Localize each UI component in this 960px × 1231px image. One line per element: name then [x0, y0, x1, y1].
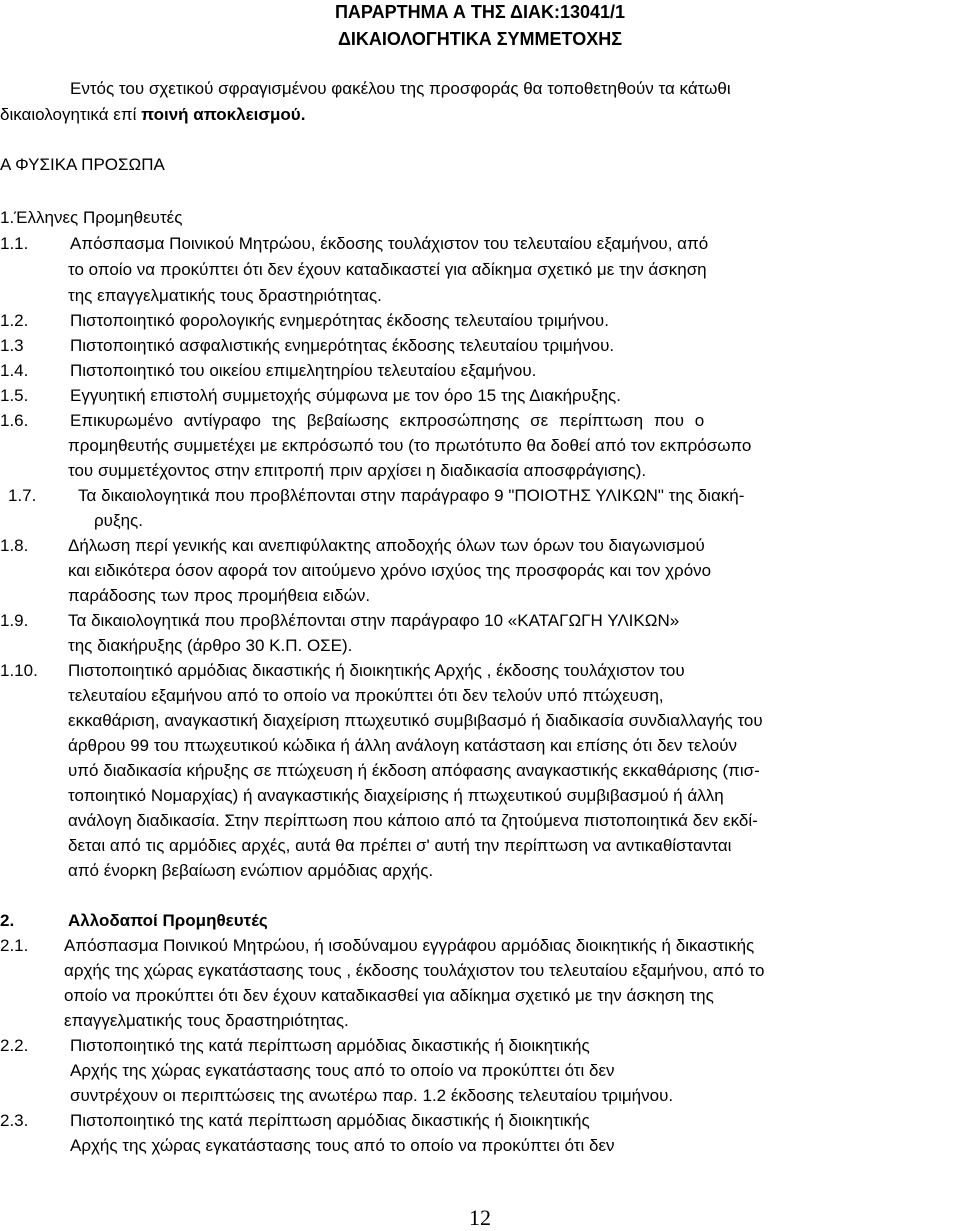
item-1-9-line: της διακήρυξης (άρθρο 30 Κ.Π. ΟΣΕ). — [68, 636, 353, 655]
item-2-3-line: Πιστοποιητικό της κατά περίπτωση αρμόδιας δικαστικής ή διοικητικής — [70, 1111, 590, 1130]
item-number: 1.4. — [0, 361, 29, 380]
item-1-8-line: και ειδικότερα όσον αφορά τον αιτούμενο χρόνο ισχύος της προσφοράς και τον χρόνο — [68, 561, 712, 580]
item-2-2-line: Πιστοποιητικό της κατά περίπτωση αρμόδιας δικαστικής ή διοικητικής — [70, 1036, 590, 1055]
page-number: 12 — [469, 1205, 491, 1230]
section-1-heading: 1.Έλληνες Προμηθευτές — [0, 208, 183, 227]
item-number: 2.1. — [0, 936, 29, 955]
item-number: 1.5. — [0, 386, 29, 405]
item-2-2-line: Αρχής της χώρας εγκατάστασης τους από το οποίο να προκύπτει ότι δεν — [70, 1061, 615, 1080]
item-1-7-line: ρυξης. — [94, 511, 143, 530]
intro-emphasis: ποινή αποκλεισμού. — [141, 105, 306, 124]
item-1-10-line: εκκαθάριση, αναγκαστική διαχείριση πτωχευτικό συμβιβασμό ή διαδικασία συνδιαλλαγής του — [68, 711, 763, 730]
item-1-3-line: Πιστοποιητικό ασφαλιστικής ενημερότητας έκδοσης τελευταίου τριμήνου. — [70, 336, 615, 355]
item-1-6-line: Επικυρωμένο αντίγραφο της βεβαίωσης εκπροσώπησης σε περίπτωση που ο — [70, 411, 705, 430]
item-number: 1.1. — [0, 234, 29, 253]
item-1-10-line: ανάλογη διαδικασία. Στην περίπτωση που κάποιο από τα ζητούμενα πιστοποιητικά δεν εκδί- — [68, 811, 758, 830]
intro-line-1: Εντός του σχετικού σφραγισμένου φακέλου της προσφοράς θα τοποθετηθούν τα κάτωθι — [70, 79, 731, 98]
item-1-10-line: άρθρου 99 του πτωχευτικού κώδικα ή άλλη ανάλογη κατάσταση και επίσης ότι δεν τελούν — [68, 736, 738, 755]
item-number: 2.3. — [0, 1111, 29, 1130]
item-number: 2.2. — [0, 1036, 29, 1055]
section-a-heading: Α ΦΥΣΙΚΑ ΠΡΟΣΩΠΑ — [0, 155, 165, 174]
section-2-number: 2. — [0, 911, 15, 930]
item-1-1-line: Απόσπασμα Ποινικού Μητρώου, έκδοσης τουλάχιστον του τελευταίου εξαμήνου, από — [70, 234, 709, 253]
item-number: 1.10. — [0, 661, 38, 680]
document-subtitle: ΔΙΚΑΙΟΛΟΓΗΤΙΚΑ ΣΥΜΜΕΤΟΧΗΣ — [337, 29, 623, 49]
item-1-10-line: δεται από τις αρμόδιες αρχές, αυτά θα πρέπει σ' αυτή την περίπτωση να αντικαθίστανται — [68, 836, 732, 855]
item-1-8-line: Δήλωση περί γενικής και ανεπιφύλακτης αποδοχής όλων των όρων του διαγωνισμού — [68, 536, 705, 555]
item-number: 1.2. — [0, 311, 29, 330]
item-1-6-line: του συμμετέχοντος στην επιτροπή πριν αρχίσει η διαδικασία αποσφράγισης). — [68, 461, 647, 480]
item-1-10-line: Πιστοποιητικό αρμόδιας δικαστικής ή διοικητικής Αρχής , έκδοσης τουλάχιστον του — [68, 661, 685, 680]
item-1-10-line: υπό διαδικασία κήρυξης σε πτώχευση ή έκδοση απόφασης αναγκαστικής εκκαθάρισης (πισ- — [68, 761, 760, 780]
item-1-1-line: της επαγγελματικής τους δραστηριότητας. — [68, 286, 382, 305]
item-2-1-line: επαγγελματικής τους δραστηριότητας. — [64, 1011, 349, 1030]
item-1-2-line: Πιστοποιητικό φορολογικής ενημερότητας έκδοσης τελευταίου τριμήνου. — [70, 311, 609, 330]
item-2-1-line: οποίο να προκύπτει ότι δεν έχουν καταδικασθεί για αδίκημα σχετικό με την άσκηση της — [64, 986, 714, 1005]
item-2-3-line: Αρχής της χώρας εγκατάστασης τους από το οποίο να προκύπτει ότι δεν — [70, 1136, 615, 1155]
item-2-1-line: Απόσπασμα Ποινικού Μητρώου, ή ισοδύναμου εγγράφου αρμόδιας διοικητικής ή δικαστικής — [64, 936, 755, 955]
item-1-1-line: το οποίο να προκύπτει ότι δεν έχουν καταδικαστεί για αδίκημα σχετικό με την άσκηση — [68, 260, 707, 279]
item-1-8-line: παράδοσης των προς προμήθεια ειδών. — [68, 586, 371, 605]
item-1-5-line: Εγγυητική επιστολή συμμετοχής σύμφωνα με τον όρο 15 της Διακήρυξης. — [70, 386, 621, 405]
item-1-9-line: Τα δικαιολογητικά που προβλέπονται στην παράγραφο 10 «ΚΑΤΑΓΩΓΗ ΥΛΙΚΩΝ» — [68, 611, 680, 630]
item-1-7-line: Τα δικαιολογητικά που προβλέπονται στην παράγραφο 9 "ΠΟΙΟΤΗΣ ΥΛΙΚΩΝ" της διακή- — [78, 486, 745, 505]
item-number: 1.3 — [0, 336, 24, 355]
item-2-2-line: συντρέχουν οι περιπτώσεις της ανωτέρω παρ. 1.2 έκδοσης τελευταίου τριμήνου. — [70, 1086, 674, 1105]
intro-line-2: δικαιολογητικά επί ποινή αποκλεισμού. — [0, 105, 306, 124]
item-number: 1.6. — [0, 411, 29, 430]
item-number: 1.7. — [8, 486, 37, 505]
item-number: 1.8. — [0, 536, 29, 555]
item-1-6-line: προμηθευτής συμμετέχει με εκπρόσωπό του (το πρωτότυπο θα δοθεί από τον εκπρόσωπο — [68, 436, 752, 455]
item-1-4-line: Πιστοποιητικό του οικείου επιμελητηρίου τελευταίου εξαμήνου. — [70, 361, 537, 380]
item-1-10-line: τελευταίου εξαμήνου από το οποίο να προκύπτει ότι δεν τελούν υπό πτώχευση, — [68, 686, 664, 705]
document-title: ΠΑΡΑΡΤΗΜΑ Α ΤΗΣ ΔΙΑΚ:13041/1 — [334, 2, 626, 22]
item-1-10-line: τοποιητικό Νομαρχίας) ή αναγκαστικής διαχείρισης ή πτωχευτικού συμβιβασμού ή άλλη — [68, 786, 724, 805]
section-2-heading: Αλλοδαποί Προμηθευτές — [68, 911, 268, 930]
item-1-10-line: από ένορκη βεβαίωση ενώπιον αρμόδιας αρχής. — [68, 861, 434, 880]
item-2-1-line: αρχής της χώρας εγκατάστασης τους , έκδοσης τουλάχιστον του τελευταίου εξαμήνου, από το — [64, 961, 765, 980]
item-number: 1.9. — [0, 611, 29, 630]
